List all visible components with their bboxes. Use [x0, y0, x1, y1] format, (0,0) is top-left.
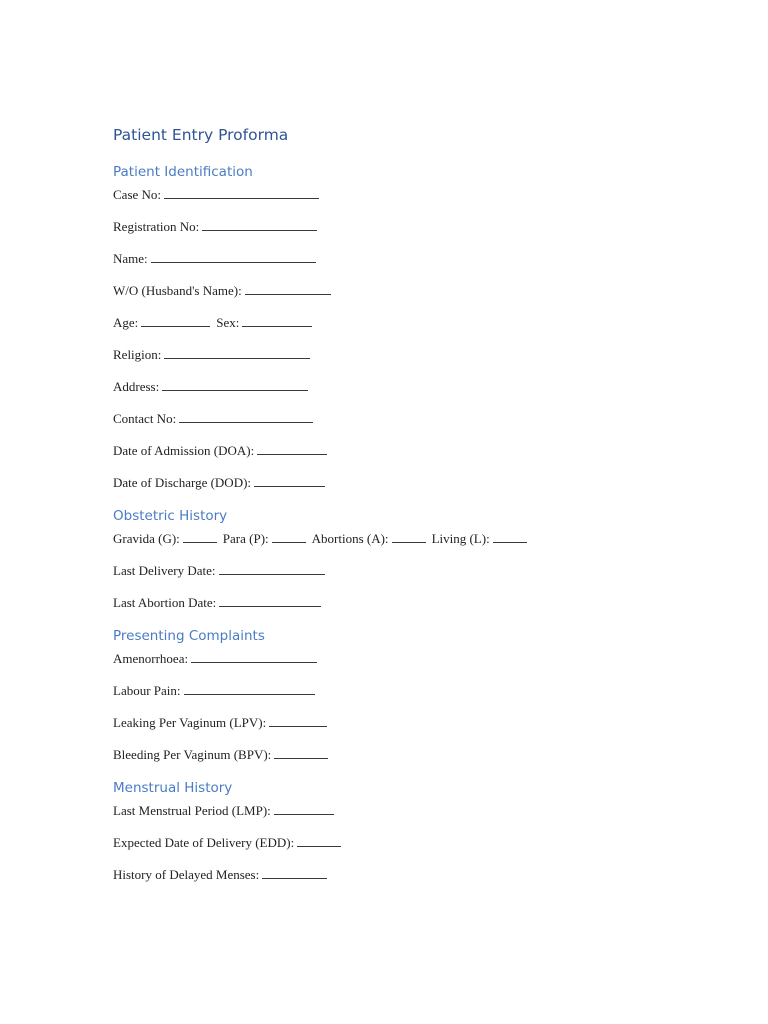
delayed-menses-blank: [262, 868, 327, 879]
age-sex-line: [113, 315, 312, 331]
section-heading-presenting-complaints: Presenting Complaints: [113, 628, 265, 644]
gravida-blank: [183, 532, 217, 543]
case-no-label: Case No:: [113, 187, 162, 202]
gravida-label: Gravida (G):: [113, 531, 180, 546]
labour-pain-line: [113, 683, 315, 699]
name-blank: [151, 252, 316, 263]
amenorrhoea-label: Amenorrhoea:: [113, 651, 189, 666]
abortions-label: Abortions (A):: [311, 531, 389, 546]
age-field: [113, 315, 210, 331]
address-blank: [162, 380, 308, 391]
husband-name-blank: [245, 284, 331, 295]
para-label: Para (P):: [222, 531, 269, 546]
case-no-line: [113, 187, 319, 203]
name-line: [113, 251, 316, 267]
doa-blank: [257, 444, 327, 455]
case-no-blank: [164, 188, 319, 199]
section-heading-menstrual-history: Menstrual History: [113, 780, 233, 796]
registration-no-blank: [202, 220, 317, 231]
address-label: Address:: [113, 379, 160, 394]
last-abortion-label: Last Abortion Date:: [113, 595, 217, 610]
dod-blank: [254, 476, 325, 487]
para-field: [223, 531, 306, 547]
lpv-line: [113, 715, 327, 731]
document-title: Patient Entry Proforma: [113, 126, 289, 144]
sex-field: [216, 315, 312, 331]
lmp-blank: [274, 804, 334, 815]
labour-pain-label: Labour Pain:: [113, 683, 181, 698]
para-blank: [272, 532, 306, 543]
age-label: Age:: [113, 315, 139, 330]
section-heading-obstetric-history: Obstetric History: [113, 508, 228, 524]
abortions-blank: [392, 532, 426, 543]
abortions-field: [312, 531, 426, 547]
living-blank: [493, 532, 527, 543]
last-delivery-label: Last Delivery Date:: [113, 563, 216, 578]
gpal-line: [113, 531, 527, 547]
living-label: Living (L):: [431, 531, 490, 546]
religion-line: [113, 347, 310, 363]
doa-label: Date of Admission (DOA):: [113, 443, 255, 458]
lmp-label: Last Menstrual Period (LMP):: [113, 803, 271, 818]
amenorrhoea-blank: [191, 652, 317, 663]
gravida-field: [113, 531, 217, 547]
edd-blank: [297, 836, 341, 847]
dod-line: [113, 475, 325, 491]
labour-pain-blank: [184, 684, 315, 695]
bpv-blank: [274, 748, 328, 759]
sex-blank: [242, 316, 312, 327]
last-delivery-blank: [219, 564, 325, 575]
contact-no-line: [113, 411, 313, 427]
husband-name-line: [113, 283, 331, 299]
age-blank: [141, 316, 210, 327]
section-heading-patient-identification: Patient Identification: [113, 164, 253, 180]
husband-name-label: W/O (Husband's Name):: [113, 283, 242, 298]
last-delivery-line: [113, 563, 325, 579]
living-field: [432, 531, 527, 547]
last-abortion-line: [113, 595, 321, 611]
last-abortion-blank: [219, 596, 321, 607]
registration-no-label: Registration No:: [113, 219, 200, 234]
bpv-label: Bleeding Per Vaginum (BPV):: [113, 747, 272, 762]
amenorrhoea-line: [113, 651, 317, 667]
dod-label: Date of Discharge (DOD):: [113, 475, 252, 490]
religion-label: Religion:: [113, 347, 162, 362]
edd-label: Expected Date of Delivery (EDD):: [113, 835, 295, 850]
religion-blank: [164, 348, 310, 359]
lmp-line: [113, 803, 334, 819]
lpv-blank: [269, 716, 327, 727]
registration-no-line: [113, 219, 317, 235]
name-label: Name:: [113, 251, 148, 266]
bpv-line: [113, 747, 328, 763]
sex-label: Sex:: [216, 315, 240, 330]
lpv-label: Leaking Per Vaginum (LPV):: [113, 715, 267, 730]
contact-no-label: Contact No:: [113, 411, 177, 426]
delayed-menses-label: History of Delayed Menses:: [113, 867, 260, 882]
contact-no-blank: [179, 412, 313, 423]
doa-line: [113, 443, 327, 459]
edd-line: [113, 835, 341, 851]
delayed-menses-line: [113, 867, 327, 883]
address-line: [113, 379, 308, 395]
